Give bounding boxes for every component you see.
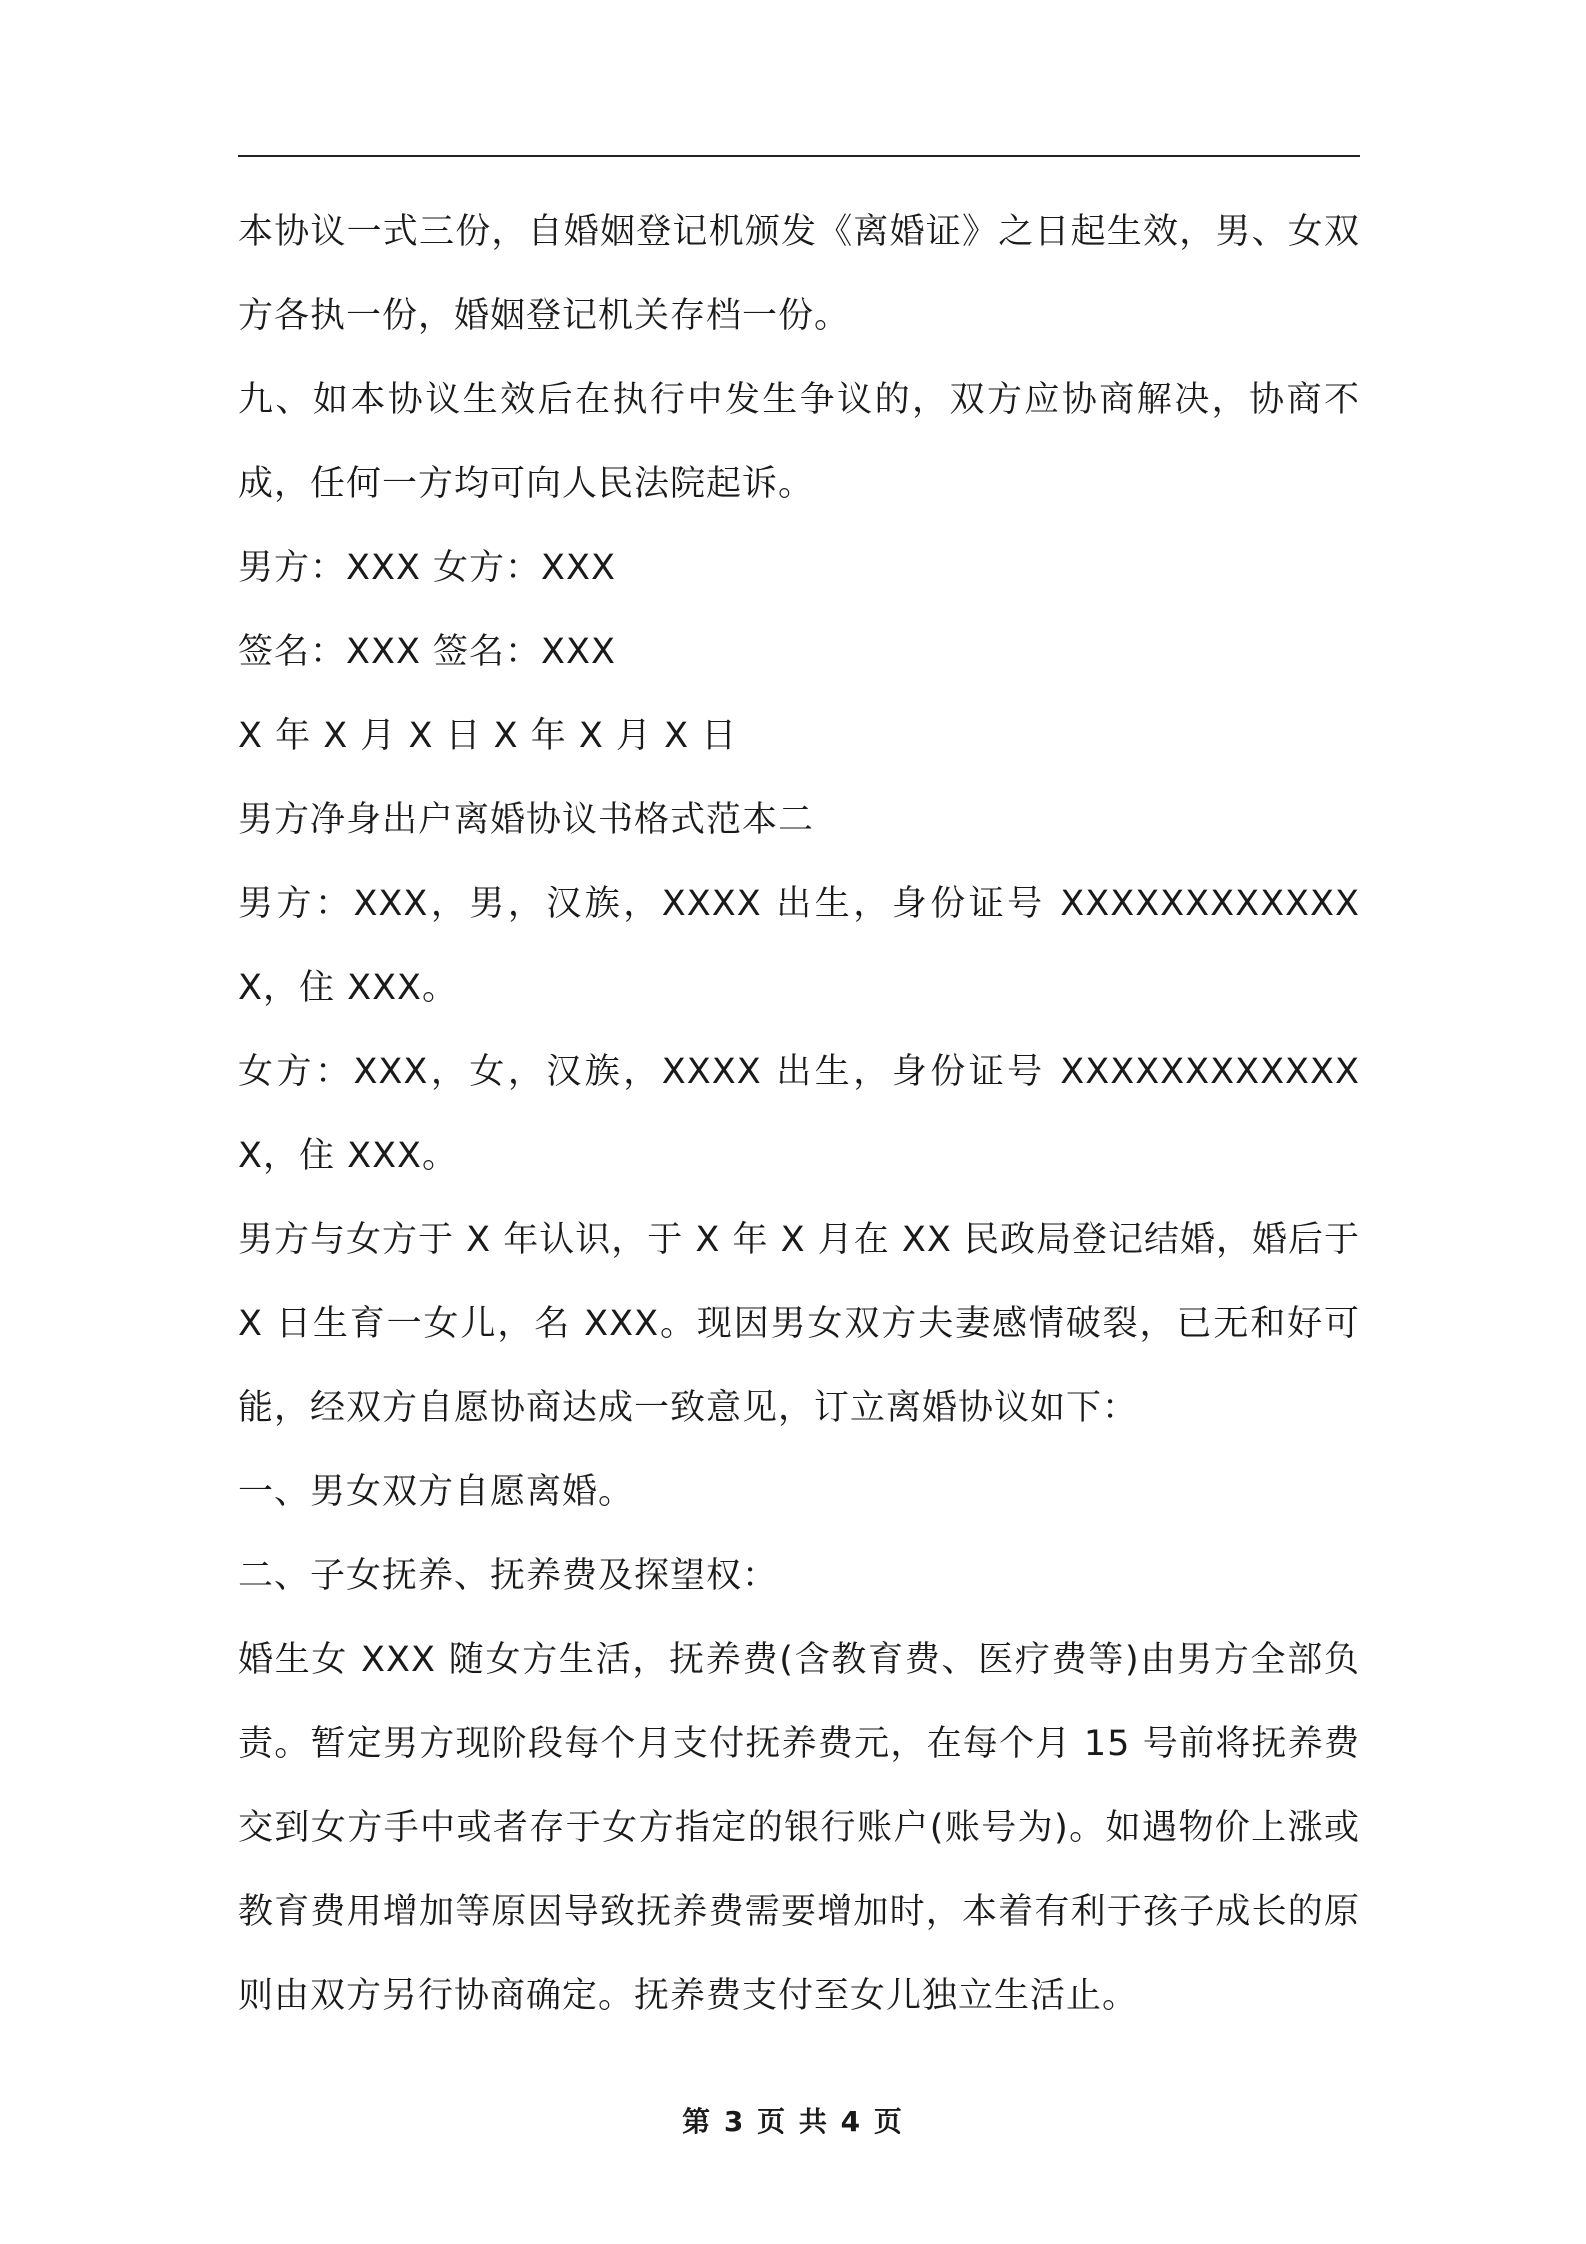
- section-title-template-two: 男方净身出户离婚协议书格式范本二: [238, 800, 815, 840]
- paragraph-husband-info: 男方：XXX，男，汉族，XXXX 出生，身份证号 XXXXXXXXXXXXX，住 XXX。: [238, 884, 1360, 1008]
- paragraph-child-support: 婚生女 XXX 随女方生活，抚养费(含教育费、医疗费等)由男方全部负责。暂定男方现阶段每个月支付抚养费元，在每个月 15 号前将抚养费交到女方手中或者存于女方指定的银行账户(账号为)。如遇物价上涨或教育费用增加等原因导致抚养费需要增加时，本着有利于孩子成长的原则由双方另行协商确定。抚养费支付至女儿独立生活止。: [238, 1640, 1360, 2016]
- paragraph-clause-one: 一、男女双方自愿离婚。: [238, 1472, 635, 1512]
- paragraph-effective-clause: 本协议一式三份，自婚姻登记机颁发《离婚证》之日起生效，男、女双方各执一份，婚姻登记机关存档一份。: [238, 212, 1360, 336]
- header-divider: [238, 155, 1360, 157]
- document-body: [238, 190, 1360, 2038]
- paragraph-parties: 男方：XXX 女方：XXX: [238, 548, 616, 588]
- paragraph-clause-two-heading: 二、子女抚养、抚养费及探望权：: [238, 1556, 779, 1596]
- paragraph-background: 男方与女方于 X 年认识，于 X 年 X 月在 XX 民政局登记结婚，婚后于 X 日生育一女儿，名 XXX。现因男女双方夫妻感情破裂，已无和好可能，经双方自愿协商达成一致意见，订立离婚协议如下：: [238, 1220, 1360, 1428]
- paragraph-dispute-clause: 九、如本协议生效后在执行中发生争议的，双方应协商解决，协商不成，任何一方均可向人民法院起诉。: [238, 380, 1360, 504]
- paragraph-signatures: 签名：XXX 签名：XXX: [238, 632, 616, 672]
- paragraph-dates: X 年 X 月 X 日 X 年 X 月 X 日: [238, 716, 738, 756]
- paragraph-wife-info: 女方：XXX，女，汉族，XXXX 出生，身份证号 XXXXXXXXXXXXX，住 XXX。: [238, 1052, 1360, 1176]
- page-number-footer: 第 3 页 共 4 页: [682, 2105, 904, 2138]
